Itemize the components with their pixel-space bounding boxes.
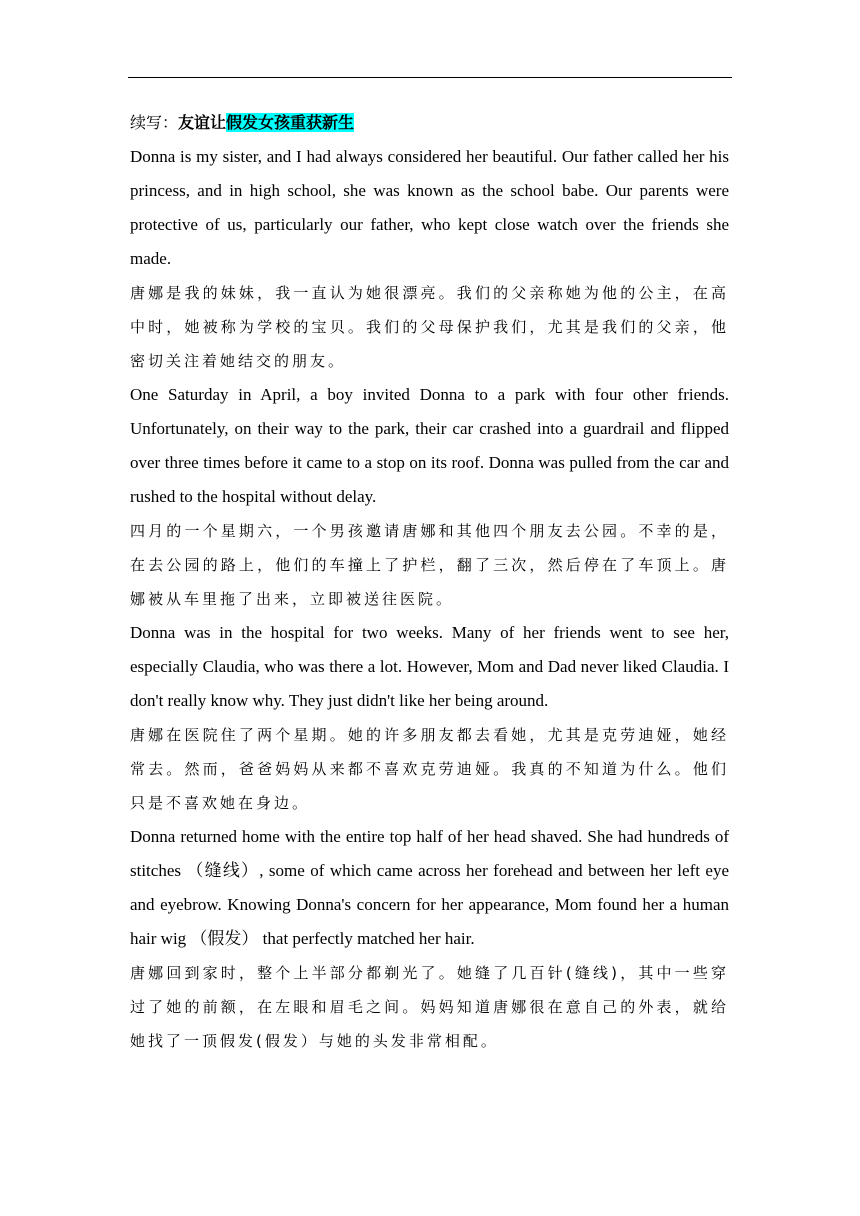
paragraph-zh: 唐娜回到家时，整个上半部分都剃光了。她缝了几百针(缝线)，其中一些穿过了她的前额，在左眼和眉毛之间。妈妈知道唐娜很在意自己的外表，就给她找了一顶假发(假发）与她的头发非常相配。 [130, 964, 729, 1050]
paragraph-zh: 唐娜是我的妹妹，我一直认为她很漂亮。我们的父亲称她为他的公主，在高中时，她被称为学校的宝贝。我们的父母保护我们，尤其是我们的父亲，他密切关注着她结交的朋友。 [130, 284, 729, 370]
document-title [130, 106, 729, 140]
document-body [130, 106, 729, 1058]
title-prefix: 续写： [130, 113, 179, 132]
paragraph-zh: 四月的一个星期六，一个男孩邀请唐娜和其他四个朋友去公园。不幸的是，在去公园的路上，他们的车撞上了护栏，翻了三次，然后停在了车顶上。唐娜被从车里拖了出来，立即被送往医院。 [130, 522, 729, 608]
title-bold: 友谊让 [178, 113, 227, 132]
paragraph-en: One Saturday in April, a boy invited Donna to a park with four other friends. Unfortunately, on their way to the park, their car crashed into a guardrail and flipped over three times before it came to a stop on its roof. Donna was pulled from the car and rushed to the hospital without delay. [130, 385, 729, 506]
header-rule [128, 77, 732, 78]
paragraph-en: Donna returned home with the entire top half of her head shaved. She had hundreds of stitches （缝线）, some of which came across her forehead and between her left eye and eyebrow. Knowing Donna's concern for her appearance, Mom found her a human hair wig （假发） that perfectly matched her hair. [130, 827, 729, 948]
paragraph-en: Donna was in the hospital for two weeks. Many of her friends went to see her, especially Claudia, who was there a lot. However, Mom and Dad never liked Claudia. I don't really know why. They just didn't like her being around. [130, 623, 729, 710]
title-highlighted-text: 假发女孩重获新生 [226, 113, 355, 132]
paragraph-zh: 唐娜在医院住了两个星期。她的许多朋友都去看她，尤其是克劳迪娅，她经常去。然而，爸爸妈妈从来都不喜欢克劳迪娅。我真的不知道为什么。他们只是不喜欢她在身边。 [130, 726, 729, 812]
paragraph-en: Donna is my sister, and I had always considered her beautiful. Our father called her his princess, and in high school, she was known as the school babe. Our parents were protective of us, particularly our father, who kept close watch over the friends she made. [130, 147, 729, 268]
